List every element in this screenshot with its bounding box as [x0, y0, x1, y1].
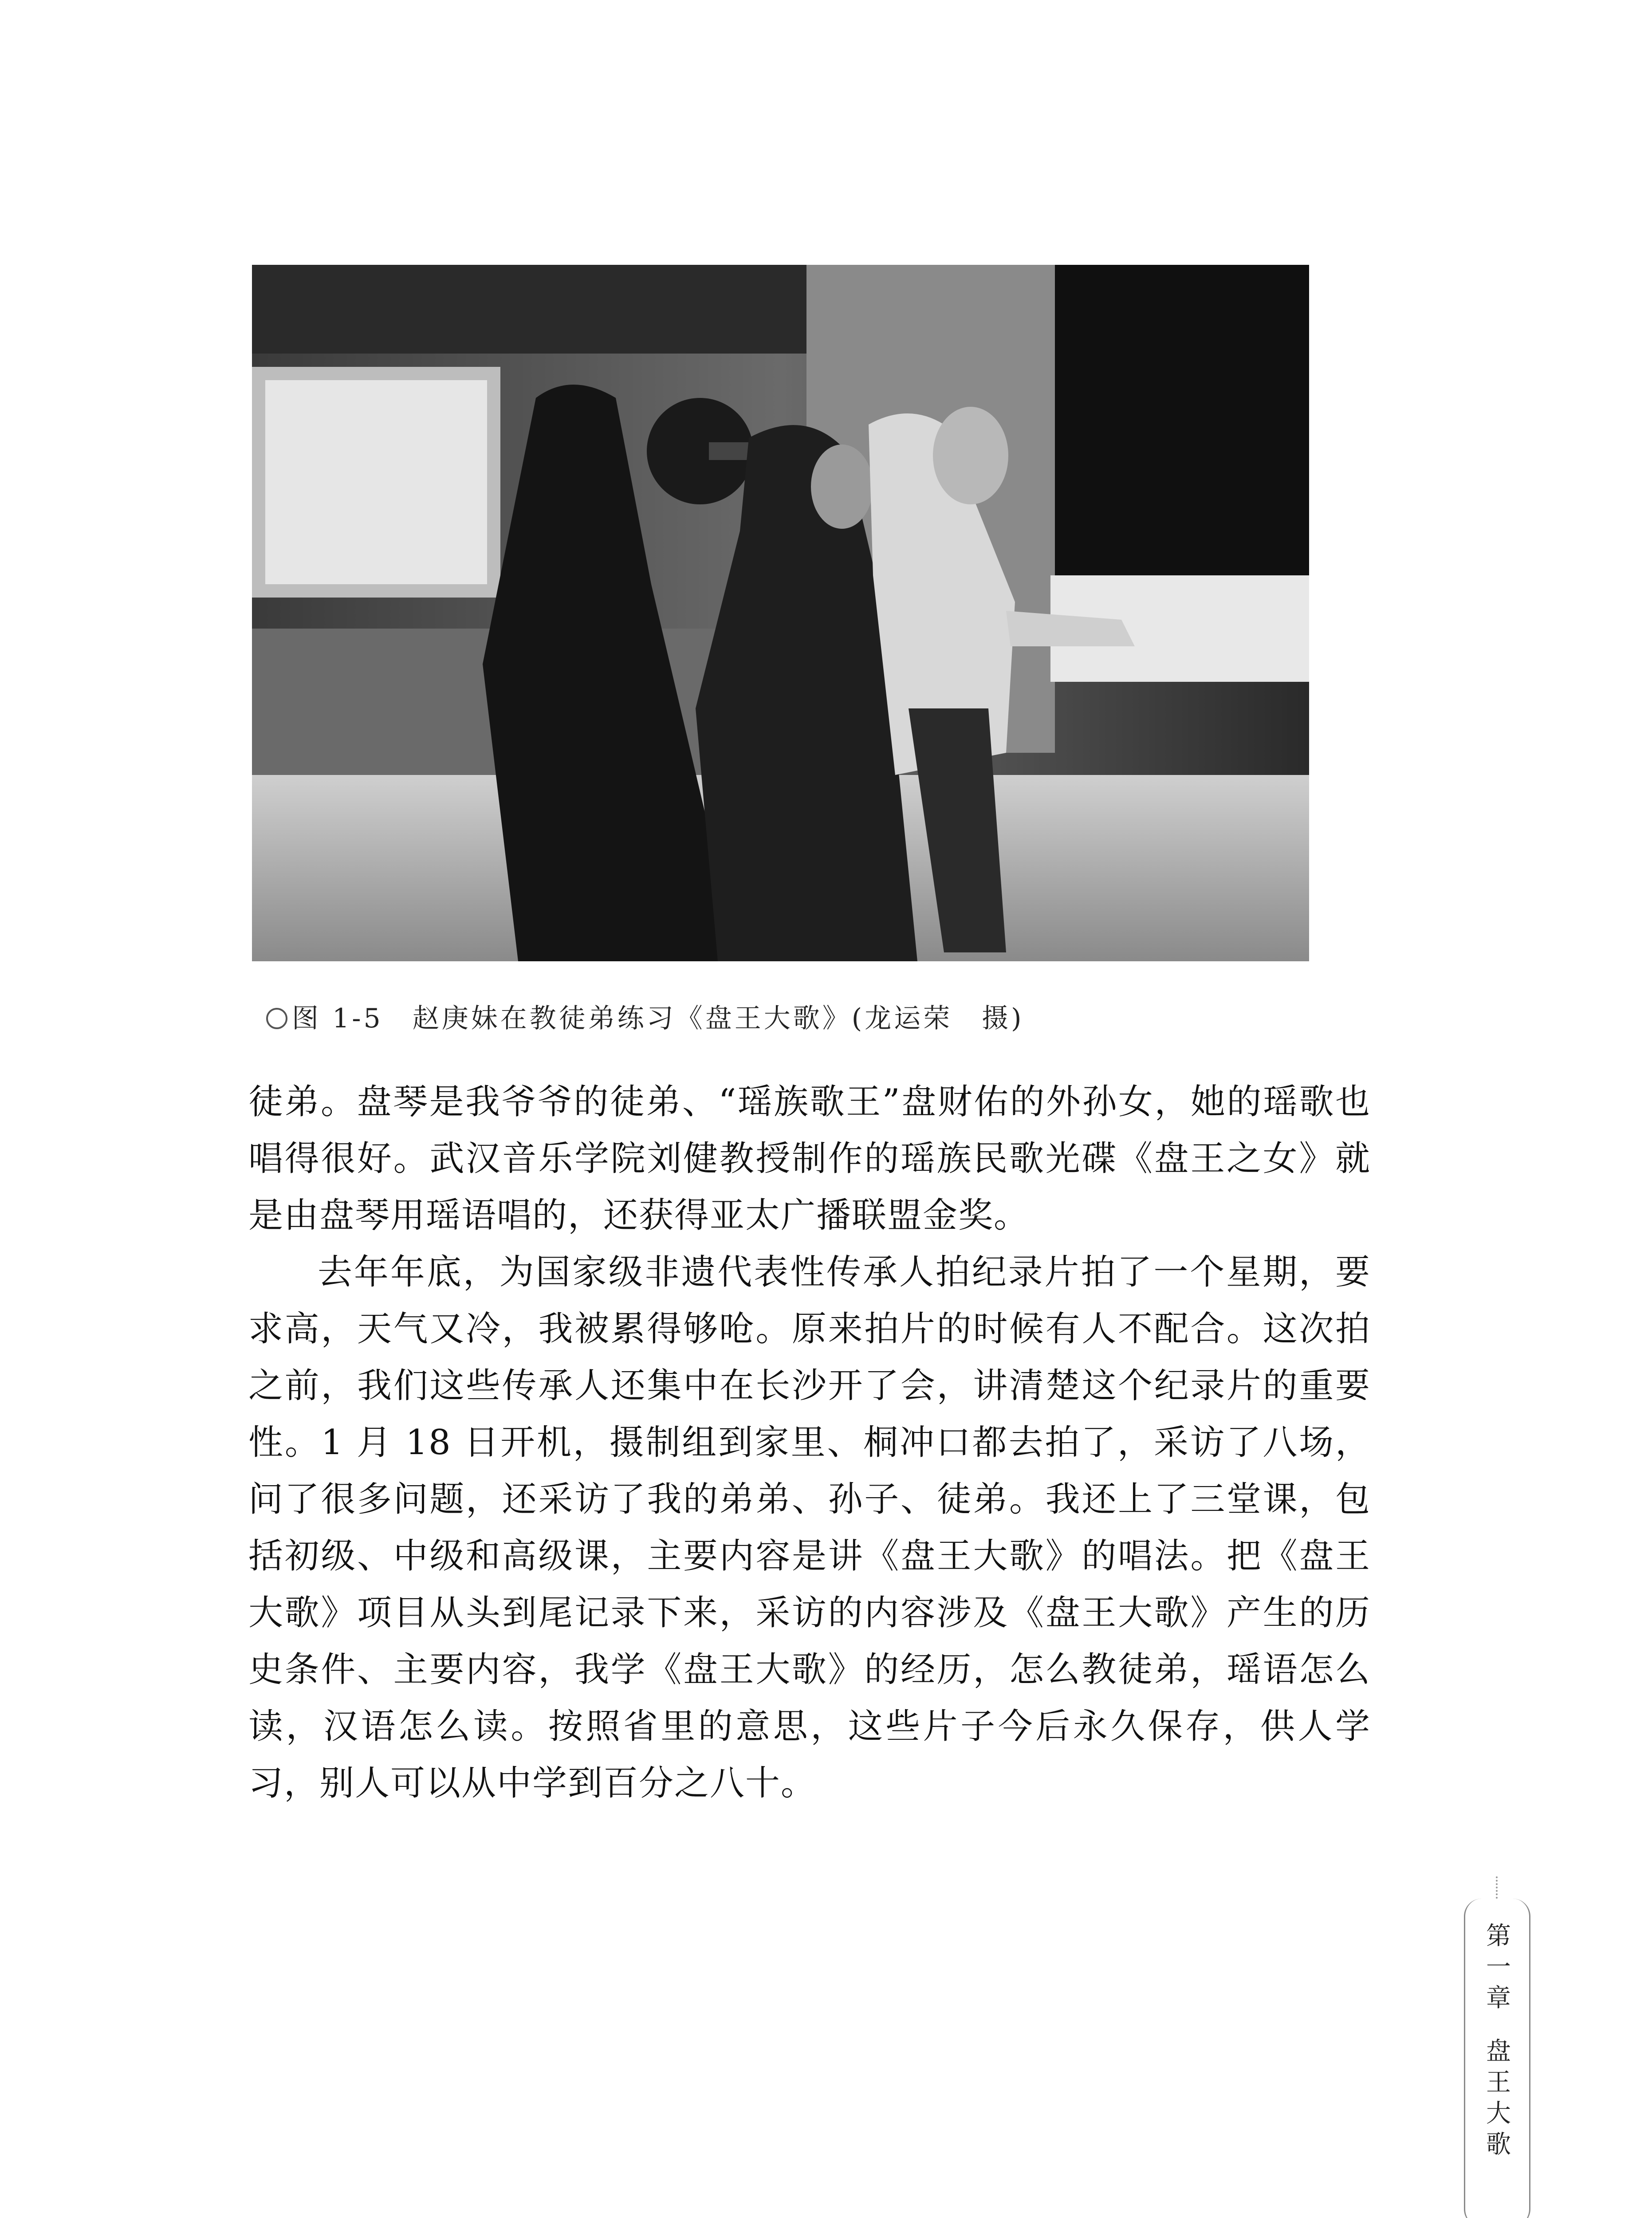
- side-divider-top: [1496, 1876, 1498, 1899]
- side-tab-chapter-char: 一: [1486, 1953, 1511, 1982]
- caption-text: 赵庚妹在教徒弟练习《盘王大歌》(龙运荣 摄): [412, 1003, 1024, 1034]
- paragraph-1: 徒弟。盘琴是我爷爷的徒弟、“瑶族歌王”盘财佑的外孙女，她的瑶歌也唱得很好。武汉音乐学院刘健教授制作的瑶族民歌光碟《盘王之女》就是由盘琴用瑶语唱的，还获得亚太广播联盟金奖。: [248, 1082, 1371, 1235]
- side-tab-chapter-char: 第: [1486, 1922, 1511, 1951]
- circle-mark-icon: [266, 1008, 287, 1029]
- side-tab-title-char: 王: [1486, 2068, 1511, 2097]
- photo-illustration: [252, 265, 1309, 961]
- chapter-side-tab: [1464, 1899, 1530, 2218]
- side-tab-chapter-char: 章: [1486, 1984, 1511, 2013]
- paragraph-2: 去年年底，为国家级非遗代表性传承人拍纪录片拍了一个星期，要求高，天气又冷，我被累得够呛。原来拍片的时候有人不配合。这次拍之前，我们这些传承人还集中在长沙开了会，讲清楚这个纪录片的重要性。1 月 18 日开机，摄制组到家里、桐冲口都去拍了，采访了八场，问了很多问题，还采访了我的弟弟、孙子、徒弟。我还上了三堂课，包括初级、中级和高级课，主要内容是讲《盘王大歌》的唱法。把《盘王大歌》项目从头到尾记录下来，采访的内容涉及《盘王大歌》产生的历史条件、主要内容，我学《盘王大歌》的经历，怎么教徒弟，瑶语怎么读，汉语怎么读。按照省里的意思，这些片子今后永久保存，供人学习，别人可以从中学到百分之八十。: [248, 1252, 1371, 1803]
- side-tab-title: [1465, 2036, 1532, 2160]
- side-tab-title-char: 大: [1486, 2099, 1511, 2128]
- side-tab-chapter: [1465, 1921, 1532, 2014]
- side-tab-title-char: 盘: [1486, 2037, 1511, 2066]
- figure-photo: [252, 265, 1309, 961]
- caption-label: 图 1-5: [292, 1003, 383, 1034]
- figure-caption: [266, 997, 1286, 1035]
- body-text: [248, 1074, 1371, 1812]
- side-tab-title-char: 歌: [1486, 2130, 1511, 2159]
